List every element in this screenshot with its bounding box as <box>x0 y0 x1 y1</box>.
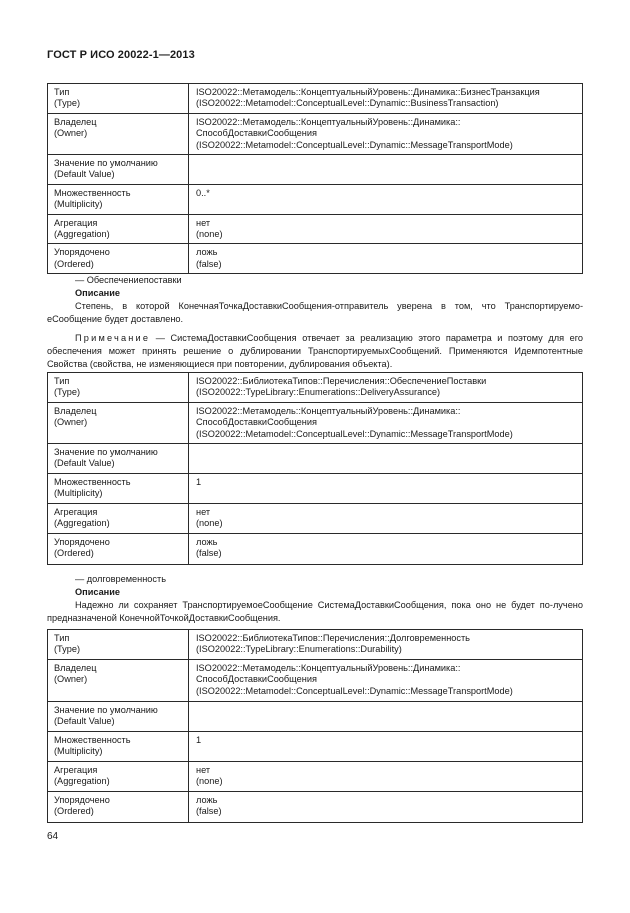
property-value: нет (none) <box>196 764 223 787</box>
document-header: ГОСТ Р ИСО 20022-1—2013 <box>47 49 195 61</box>
table-row <box>48 630 583 660</box>
description-paragraph: Степень, в которой КонечнаяТочкаДоставкиСообщения-отправитель уверена в том, что Транспортируемо-еСообщение будет доставлено. <box>47 301 583 324</box>
property-value: ISO20022::Метамодель::КонцептуальныйУровень::Динамика:: СпособДоставкиСообщения (ISO20022::Metamodel::ConceptualLevel::Dynamic::MessageTransportMode) <box>196 662 513 696</box>
section-delivery-assurance <box>47 274 583 371</box>
property-value: нет (none) <box>196 217 223 240</box>
table-row <box>48 473 583 503</box>
properties-table-1 <box>47 83 583 274</box>
table-row <box>48 659 583 701</box>
property-label: Владелец (Owner) <box>54 116 97 139</box>
table-row <box>48 503 583 533</box>
property-label: Владелец (Owner) <box>54 405 97 428</box>
properties-table-2 <box>47 372 583 565</box>
property-label: Множественность (Multiplicity) <box>54 187 131 210</box>
property-value: 1 <box>196 476 202 487</box>
table-row <box>48 402 583 443</box>
section-heading: Описание <box>75 587 120 597</box>
property-label: Тип (Type) <box>54 633 81 655</box>
property-label: Агрегация (Aggregation) <box>54 217 110 240</box>
property-label: Владелец (Owner) <box>54 662 97 685</box>
property-value: нет (none) <box>196 506 223 529</box>
property-value: ложь (false) <box>196 794 222 817</box>
table-row <box>48 184 583 214</box>
property-label: Значение по умолчанию (Default Value) <box>54 158 158 180</box>
table-row <box>48 84 583 114</box>
property-label: Значение по умолчанию (Default Value) <box>54 704 158 727</box>
note-label: Примечание <box>75 333 151 343</box>
property-label: Тип (Type) <box>54 87 81 109</box>
property-value: ISO20022::БиблиотекаТипов::Перечисления::Долговременность (ISO20022::TypeLibrary::Enumerations::Durability) <box>196 633 470 655</box>
property-label: Упорядочено (Ordered) <box>54 794 110 817</box>
property-value: 1 <box>196 734 202 745</box>
table-row <box>48 701 583 731</box>
properties-table-3 <box>47 629 583 823</box>
property-value: 0..* <box>196 187 210 198</box>
table-row <box>48 373 583 403</box>
property-label: Тип (Type) <box>54 376 81 398</box>
attribute-name: — долговременность <box>75 574 166 584</box>
property-label: Агрегация (Aggregation) <box>54 506 110 529</box>
table-row <box>48 244 583 274</box>
property-value: ISO20022::БиблиотекаТипов::Перечисления::ОбеспечениеПоставки (ISO20022::TypeLibrary::Enumerations::DeliveryAssurance) <box>196 376 487 398</box>
property-value: ISO20022::Метамодель::КонцептуальныйУровень::Динамика:: СпособДоставкиСообщения (ISO20022::Metamodel::ConceptualLevel::Dynamic::MessageTransportMode) <box>196 116 513 150</box>
section-heading: Описание <box>75 288 120 298</box>
property-value: ложь (false) <box>196 247 222 269</box>
property-label: Значение по умолчанию (Default Value) <box>54 447 158 469</box>
property-label: Множественность (Multiplicity) <box>54 734 131 757</box>
table-row <box>48 761 583 791</box>
property-value: ISO20022::Метамодель::КонцептуальныйУровень::Динамика::БизнесТранзакция (ISO20022::Metamodel::ConceptualLevel::Dynamic::BusinessTransaction) <box>196 87 540 109</box>
section-durability <box>47 573 583 625</box>
note-paragraph <box>47 332 583 371</box>
property-label: Упорядочено (Ordered) <box>54 247 110 269</box>
note-text: — СистемаДоставкиСообщения отвечает за реализацию этого параметра и поэтому для его обеспечения может принять решение о дублировании ТранспортируемыхСообщений. Применяются Идемпотентные Свойства (свойства, не изменяющиеся при повторении, дублирования объекта). <box>47 333 583 369</box>
table-row <box>48 533 583 564</box>
property-value: ISO20022::Метамодель::КонцептуальныйУровень::Динамика:: СпособДоставкиСообщения (ISO20022::Metamodel::ConceptualLevel::Dynamic::MessageTransportMode) <box>196 405 513 439</box>
table-row <box>48 155 583 185</box>
description-paragraph: Надежно ли сохраняет ТранспортируемоеСообщение СистемаДоставкиСообщения, пока оно не будет по-лучено предназначеной КонечнойТочкойДоставкиСообщения. <box>47 600 583 623</box>
page-number: 64 <box>47 831 59 842</box>
property-value: ложь (false) <box>196 536 222 559</box>
property-label: Множественность (Multiplicity) <box>54 476 131 499</box>
table-row <box>48 791 583 822</box>
table-row <box>48 113 583 154</box>
table-row <box>48 731 583 761</box>
attribute-name: — Обеспечениепоставки <box>75 275 182 285</box>
property-label: Упорядочено (Ordered) <box>54 536 110 559</box>
table-row <box>48 444 583 474</box>
table-row <box>48 214 583 244</box>
property-label: Агрегация (Aggregation) <box>54 764 110 787</box>
